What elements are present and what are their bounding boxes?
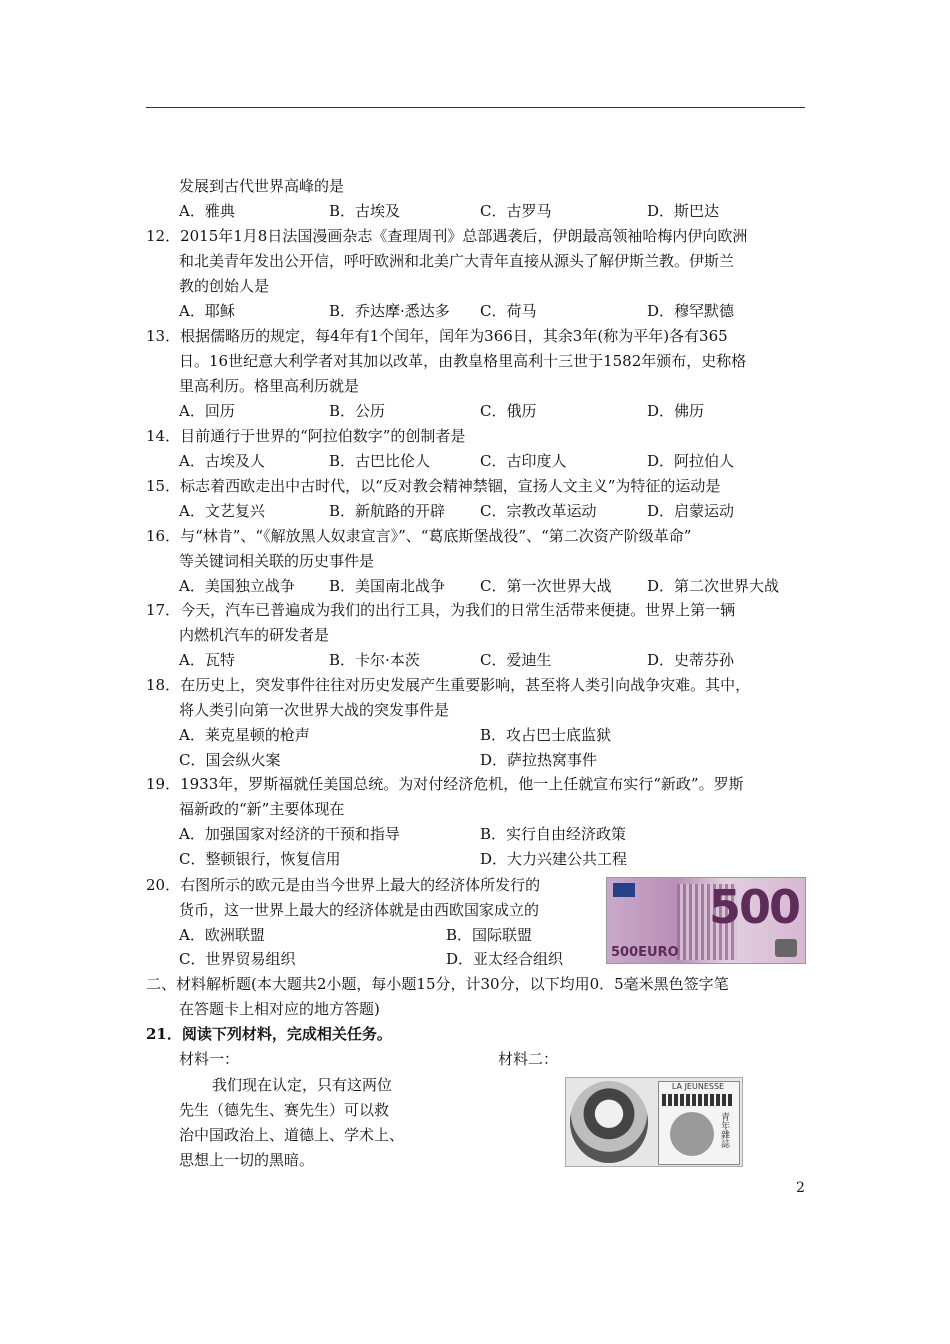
q15-option-a: A．文艺复兴 <box>179 502 265 520</box>
banknote-denomination: 500 <box>708 880 799 934</box>
q14-option-b: B．古巴比伦人 <box>329 452 431 470</box>
q13-stem-line1: 13．根据儒略历的规定，每4年有1个闰年，闰年为366日，其余3年(称为平年)各有365 <box>146 327 728 345</box>
q17-option-a: A．瓦特 <box>179 651 235 669</box>
hologram-icon <box>775 939 797 957</box>
magazine-banner <box>662 1094 734 1106</box>
q11-option-d: D．斯巴达 <box>647 202 720 220</box>
material2-label: 材料二： <box>498 1050 559 1068</box>
q11-tail: 发展到古代世界高峰的是 <box>179 177 345 195</box>
q13-stem-line3: 里高利历。格里高利历就是 <box>179 377 360 395</box>
q13-option-c: C．俄历 <box>480 402 537 420</box>
q14-option-d: D．阿拉伯人 <box>647 452 735 470</box>
q13-option-b: B．公历 <box>329 402 386 420</box>
q18-option-b: B．攻占巴士底监狱 <box>480 726 612 744</box>
section2-heading-line2: 在答题卡上相对应的地方答题) <box>179 1000 380 1018</box>
q12-option-c: C．荷马 <box>480 302 537 320</box>
magazine-illustration <box>670 1112 714 1156</box>
material1-line2: 先生（德先生、赛先生）可以救 <box>179 1101 390 1119</box>
q21-title: 21．阅读下列材料，完成相关任务。 <box>146 1025 392 1043</box>
q13-option-a: A．回历 <box>179 402 235 420</box>
q16-option-c: C．第一次世界大战 <box>480 577 612 595</box>
q13-option-d: D．佛历 <box>647 402 705 420</box>
material1-line1: 我们现在认定，只有这两位 <box>212 1076 393 1094</box>
q20-option-c: C．世界贸易组织 <box>179 950 296 968</box>
magazine-title: LA JEUNESSE <box>671 1082 725 1091</box>
q12-option-b: B．乔达摩·悉达多 <box>329 302 450 320</box>
q14-stem-line1: 14．目前通行于世界的“阿拉伯数字”的创制者是 <box>146 427 466 445</box>
q15-option-c: C．宗教改革运动 <box>480 502 597 520</box>
q18-option-a: A．莱克星顿的枪声 <box>179 726 310 744</box>
q12-stem-line3: 教的创始人是 <box>179 277 270 295</box>
header-rule <box>146 107 805 108</box>
banknote-euro-label: 500EURO <box>611 945 679 960</box>
q17-stem-line1: 17．今天，汽车已普遍成为我们的出行工具，为我们的日常生活带来便捷。世界上第一辆 <box>146 601 736 619</box>
q18-stem-line2: 将人类引向第一次世界大战的突发事件是 <box>179 701 450 719</box>
section2-heading-line1: 二、材料解析题(本大题共2小题，每小题15分，计30分，以下均用0．5毫米黑色签字笔 <box>146 975 729 993</box>
material1-line4: 思想上一切的黑暗。 <box>179 1151 315 1169</box>
material1-line3: 治中国政治上、道德上、学术上、 <box>179 1126 405 1144</box>
q20-option-a: A．欧洲联盟 <box>179 926 265 944</box>
material2-image <box>565 1077 743 1167</box>
euro-banknote-image <box>606 877 806 964</box>
page-number: 2 <box>796 1180 805 1196</box>
q15-stem-line1: 15．标志着西欧走出中古时代，以“反对教会精神禁锢，宣扬人文主义”为特征的运动是 <box>146 477 721 495</box>
q17-option-d: D．史蒂芬孙 <box>647 651 735 669</box>
q12-stem-line1: 12．2015年1月8日法国漫画杂志《查理周刊》总部遇袭后，伊朗最高领袖哈梅内伊向欧洲 <box>146 227 748 245</box>
q16-option-a: A．美国独立战争 <box>179 577 295 595</box>
q12-option-a: A．耶稣 <box>179 302 235 320</box>
q12-option-d: D．穆罕默德 <box>647 302 735 320</box>
q20-option-d: D．亚太经合组织 <box>446 950 564 968</box>
q13-stem-line2: 日。16世纪意大利学者对其加以改革，由教皇格里高利十三世于1582年颁布，史称格 <box>179 352 747 370</box>
q17-stem-line2: 内燃机汽车的研发者是 <box>179 626 330 644</box>
q16-option-b: B．美国南北战争 <box>329 577 446 595</box>
q16-stem-line2: 等关键词相关联的历史事件是 <box>179 552 375 570</box>
q15-option-b: B．新航路的开辟 <box>329 502 446 520</box>
q11-option-b: B．古埃及 <box>329 202 401 220</box>
q19-option-d: D．大力兴建公共工程 <box>480 850 628 868</box>
q16-option-d: D．第二次世界大战 <box>647 577 780 595</box>
q18-stem-line1: 18．在历史上，突发事件往往对历史发展产生重要影响，甚至将人类引向战争灾难。其中， <box>146 676 751 694</box>
q14-option-a: A．古埃及人 <box>179 452 265 470</box>
q19-stem-line1: 19．1933年，罗斯福就任美国总统。为对付经济危机，他一上任就宣布实行“新政”。罗斯 <box>146 775 744 793</box>
material1-label: 材料一： <box>179 1050 240 1068</box>
q11-option-a: A．雅典 <box>179 202 235 220</box>
q11-option-c: C．古罗马 <box>480 202 552 220</box>
eu-flag-icon <box>613 883 635 897</box>
portrait-photo <box>570 1081 648 1163</box>
q20-option-b: B．国际联盟 <box>446 926 533 944</box>
q17-option-b: B．卡尔·本茨 <box>329 651 420 669</box>
q17-option-c: C．爱迪生 <box>480 651 552 669</box>
q19-option-b: B．实行自由经济政策 <box>480 825 627 843</box>
q18-option-c: C．国会纵火案 <box>179 751 281 769</box>
q16-stem-line1: 16．与“林肯”、“《解放黑人奴隶宣言》”、“葛底斯堡战役”、“第二次资产阶级革命” <box>146 527 692 545</box>
magazine-side-title: 青年雜誌 <box>719 1112 729 1148</box>
q20-stem-line1: 20．右图所示的欧元是由当今世界上最大的经济体所发行的 <box>146 876 541 894</box>
q15-option-d: D．启蒙运动 <box>647 502 735 520</box>
q19-option-c: C．整顿银行，恢复信用 <box>179 850 341 868</box>
q19-option-a: A．加强国家对经济的干预和指导 <box>179 825 400 843</box>
q18-option-d: D．萨拉热窝事件 <box>480 751 598 769</box>
q19-stem-line2: 福新政的“新”主要体现在 <box>179 800 345 818</box>
q20-stem-line2: 货币，这一世界上最大的经济体就是由西欧国家成立的 <box>179 901 540 919</box>
q14-option-c: C．古印度人 <box>480 452 567 470</box>
q12-stem-line2: 和北美青年发出公开信，呼吁欧洲和北美广大青年直接从源头了解伊斯兰教。伊斯兰 <box>179 252 735 270</box>
